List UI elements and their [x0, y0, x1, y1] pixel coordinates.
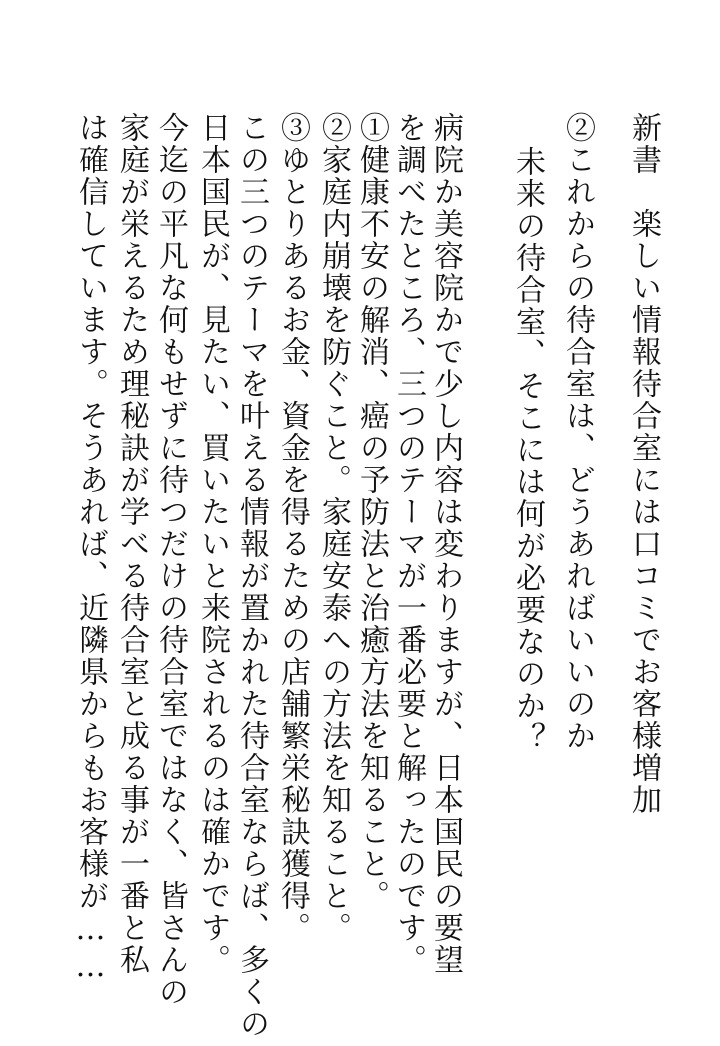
- body-line: 家庭が栄えるため理秘訣が学べる待合室と成る事が一番と私: [114, 112, 149, 976]
- body-line: を調べたところ、三つのテーマが一番必要と解ったのです。: [391, 112, 426, 976]
- theme-item-3: ③ゆとりあるお金、資金を得るための店舗繁栄秘訣獲得。: [275, 112, 310, 944]
- theme-item-2: ②家庭内崩壊を防ぐこと。家庭安泰への方法を知ること。: [316, 112, 351, 944]
- body-line: この三つのテーマを叶える情報が置かれた待合室ならば、多くの: [234, 112, 269, 1040]
- body-line: 病院か美容院かで少し内容は変わりますが、日本国民の要望: [428, 112, 463, 976]
- body-line: 今迄の平凡な何もせずに待つだけの待合室ではなく、皆さんの: [153, 112, 188, 1008]
- body-line: 日本国民が、見たい、買いたいと来院されるのは確かです。: [195, 112, 230, 976]
- theme-item-1: ①健康不安の解消、癌の予防法と治癒方法を知ること。: [354, 112, 389, 912]
- body-line: は確信しています。そうあれば、近隣県からもお客様が……: [73, 112, 108, 986]
- section-subheading: 未来の待合室、そこには何が必要なのか？: [510, 146, 545, 754]
- section-heading: ②これからの待合室は、どうあればいいのか: [560, 112, 595, 752]
- book-title: 新書 楽しい情報待合室には口コミでお客様増加: [626, 112, 661, 816]
